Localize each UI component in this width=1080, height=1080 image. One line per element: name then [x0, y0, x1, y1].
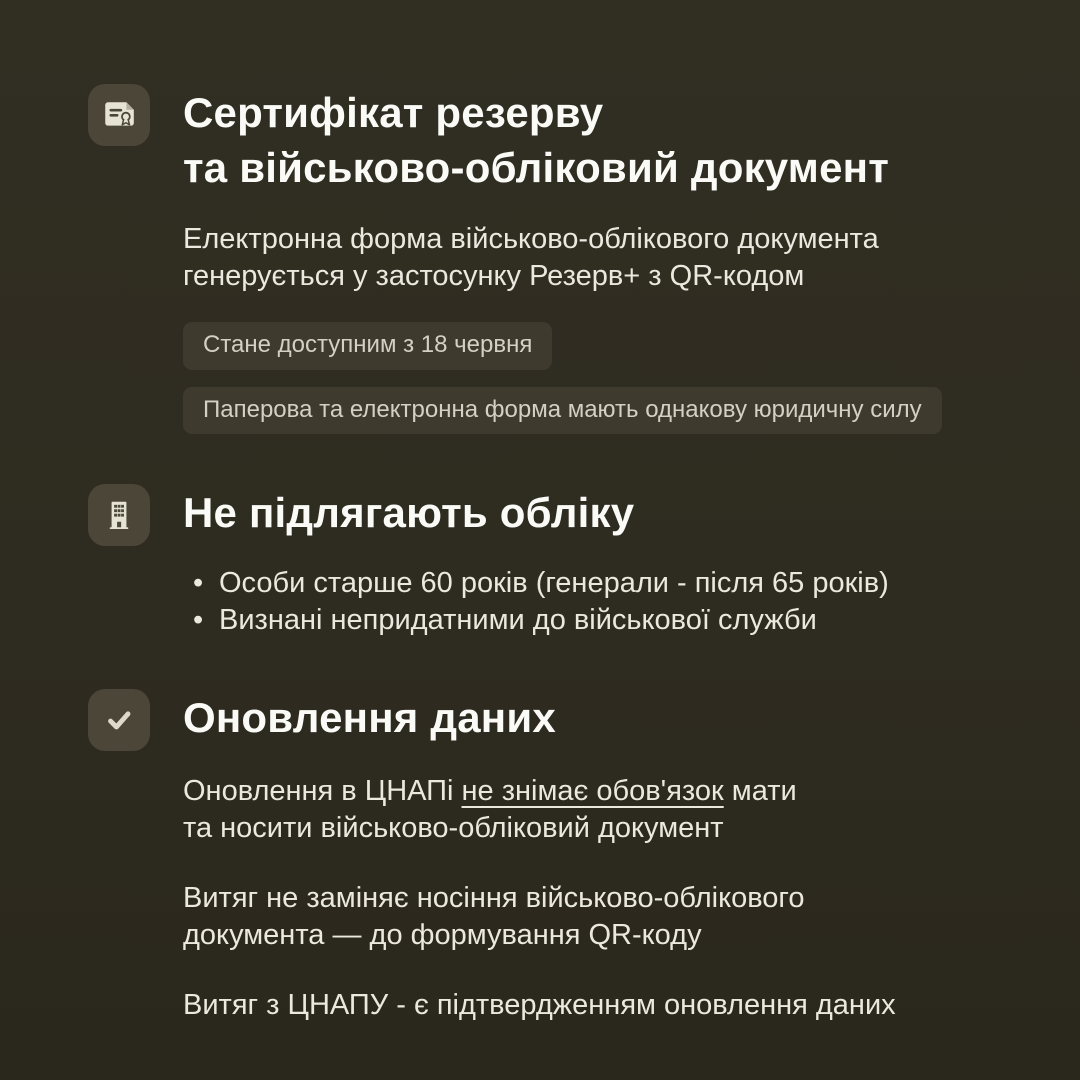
paragraph-prefix: Оновлення в ЦНАПі	[183, 775, 462, 808]
paragraph-extract-confirmation: Витяг з ЦНАПУ - є підтвердженням оновлення даних	[183, 988, 896, 1021]
list-item: • Особи старше 60 років (генерали - після 65 років)	[183, 565, 1020, 602]
section-exemptions	[88, 486, 1020, 639]
paragraph-extract-no-replace: Витяг не заміняє носіння військово-облікового документа — до формування QR-коду	[183, 881, 805, 951]
badge-available-date: Стане доступним з 18 червня	[183, 322, 552, 369]
section-data-update	[88, 691, 1020, 1024]
section-data-update-title: Оновлення даних	[183, 693, 556, 741]
check-icon	[88, 689, 150, 751]
section-certificate-description: Електронна форма військово-облікового документа генерується у застосунку Резерв+ з QR-кодом	[183, 223, 879, 292]
section-exemptions-title: Не підлягають обліку	[183, 489, 635, 537]
underlined-phrase: не знімає обов'язок	[461, 775, 724, 808]
paragraph-cnap-obligation	[183, 773, 1020, 847]
section-certificate-title: Сертифікат резерву та військово-обліковий документ	[183, 89, 889, 191]
building-icon	[88, 484, 150, 546]
exemptions-list	[183, 565, 1020, 639]
certificate-icon	[88, 84, 150, 146]
badge-legal-equality: Паперова та електронна форма мають однакову юридичну силу	[183, 387, 942, 434]
badge-group	[183, 322, 1020, 434]
paragraph-suffix: мати та носити військово-обліковий документ	[183, 775, 797, 845]
list-item: • Визнані непридатними до військової служби	[183, 602, 1020, 639]
section-certificate	[88, 86, 1020, 434]
data-update-paragraphs	[183, 773, 1020, 1023]
